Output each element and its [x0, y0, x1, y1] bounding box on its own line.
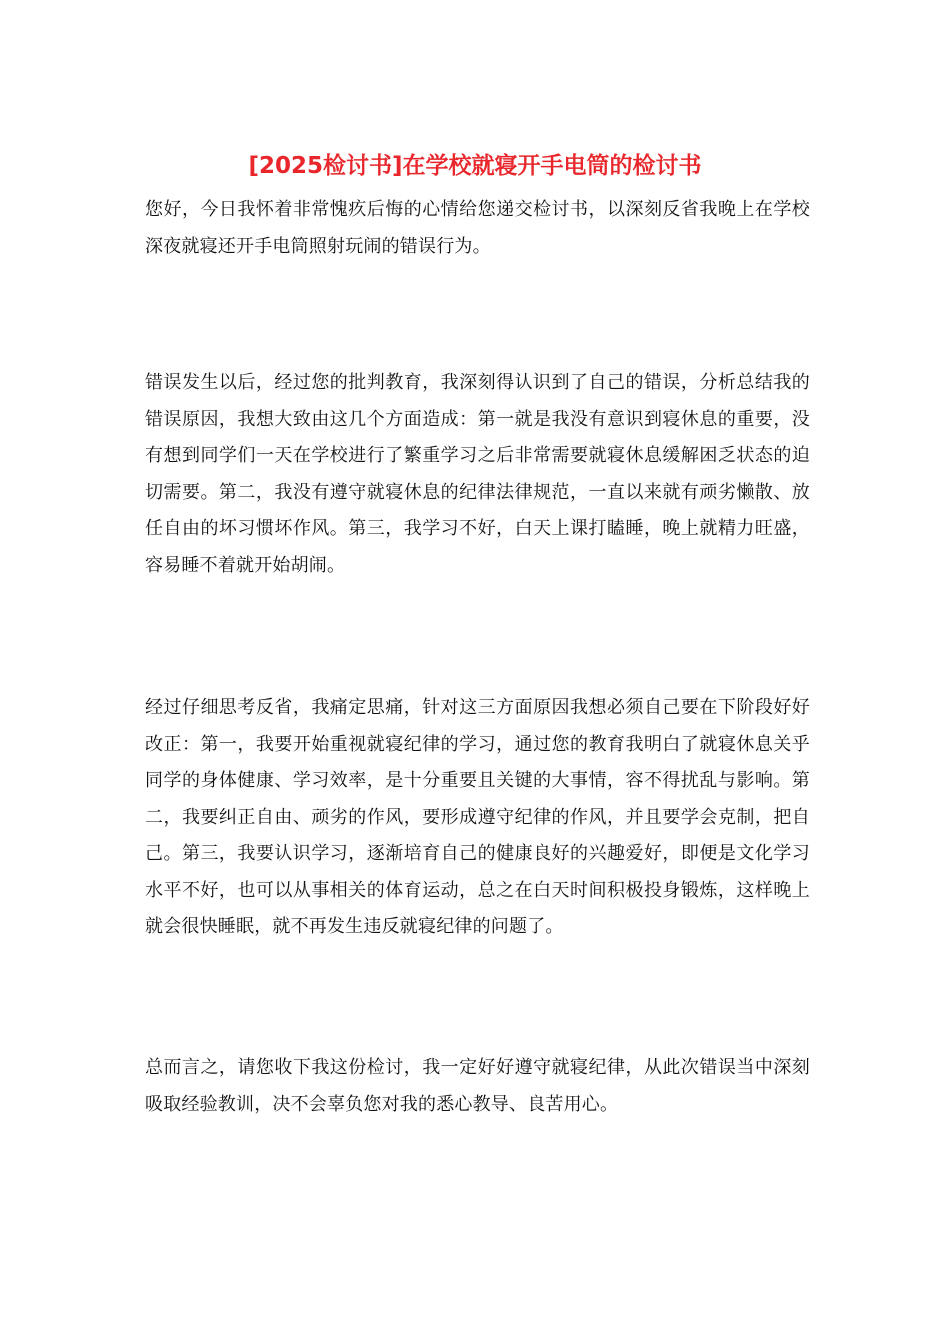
paragraph-greeting: 您好，今日我怀着非常愧疚后悔的心情给您递交检讨书，以深刻反省我晚上在学校深夜就寝还开手电筒照射玩闹的错误行为。 [145, 199, 810, 257]
paragraph-correction-plan: 经过仔细思考反省，我痛定思痛，针对这三方面原因我想必须自己要在下阶段好好改正：第一，我要开始重视就寝纪律的学习，通过您的教育我明白了就寝休息关乎同学的身体健康、学习效率，是十分重要且关键的大事情，容不得扰乱与影响。第二，我要纠正自由、顽劣的作风，要形成遵守纪律的作风，并且要学会克制，把自己。第三，我要认识学习，逐渐培育自己的健康良好的兴趣爱好，即便是文化学习水平不好，也可以从事相关的体育运动，总之在白天时间积极投身锻炼，这样晚上就会很快睡眠，就不再发生违反就寝纪律的问题了。 [145, 697, 810, 937]
paragraph-conclusion: 总而言之，请您收下我这份检讨，我一定好好遵守就寝纪律，从此次错误当中深刻吸取经验教训，决不会辜负您对我的悉心教导、良苦用心。 [145, 1057, 810, 1115]
document-title: [2025检讨书]在学校就寝开手电筒的检讨书 [248, 153, 702, 179]
paragraph-error-analysis: 错误发生以后，经过您的批判教育，我深刻得认识到了自己的错误，分析总结我的错误原因，我想大致由这几个方面造成：第一就是我没有意识到寝休息的重要，没有想到同学们一天在学校进行了繁重学习之后非常需要就寝休息缓解困乏状态的迫切需要。第二，我没有遵守就寝休息的纪律法律规范，一直以来就有顽劣懒散、放任自由的坏习惯坏作风。第三，我学习不好，白天上课打瞌睡，晚上就精力旺盛，容易睡不着就开始胡闹。 [145, 372, 810, 576]
